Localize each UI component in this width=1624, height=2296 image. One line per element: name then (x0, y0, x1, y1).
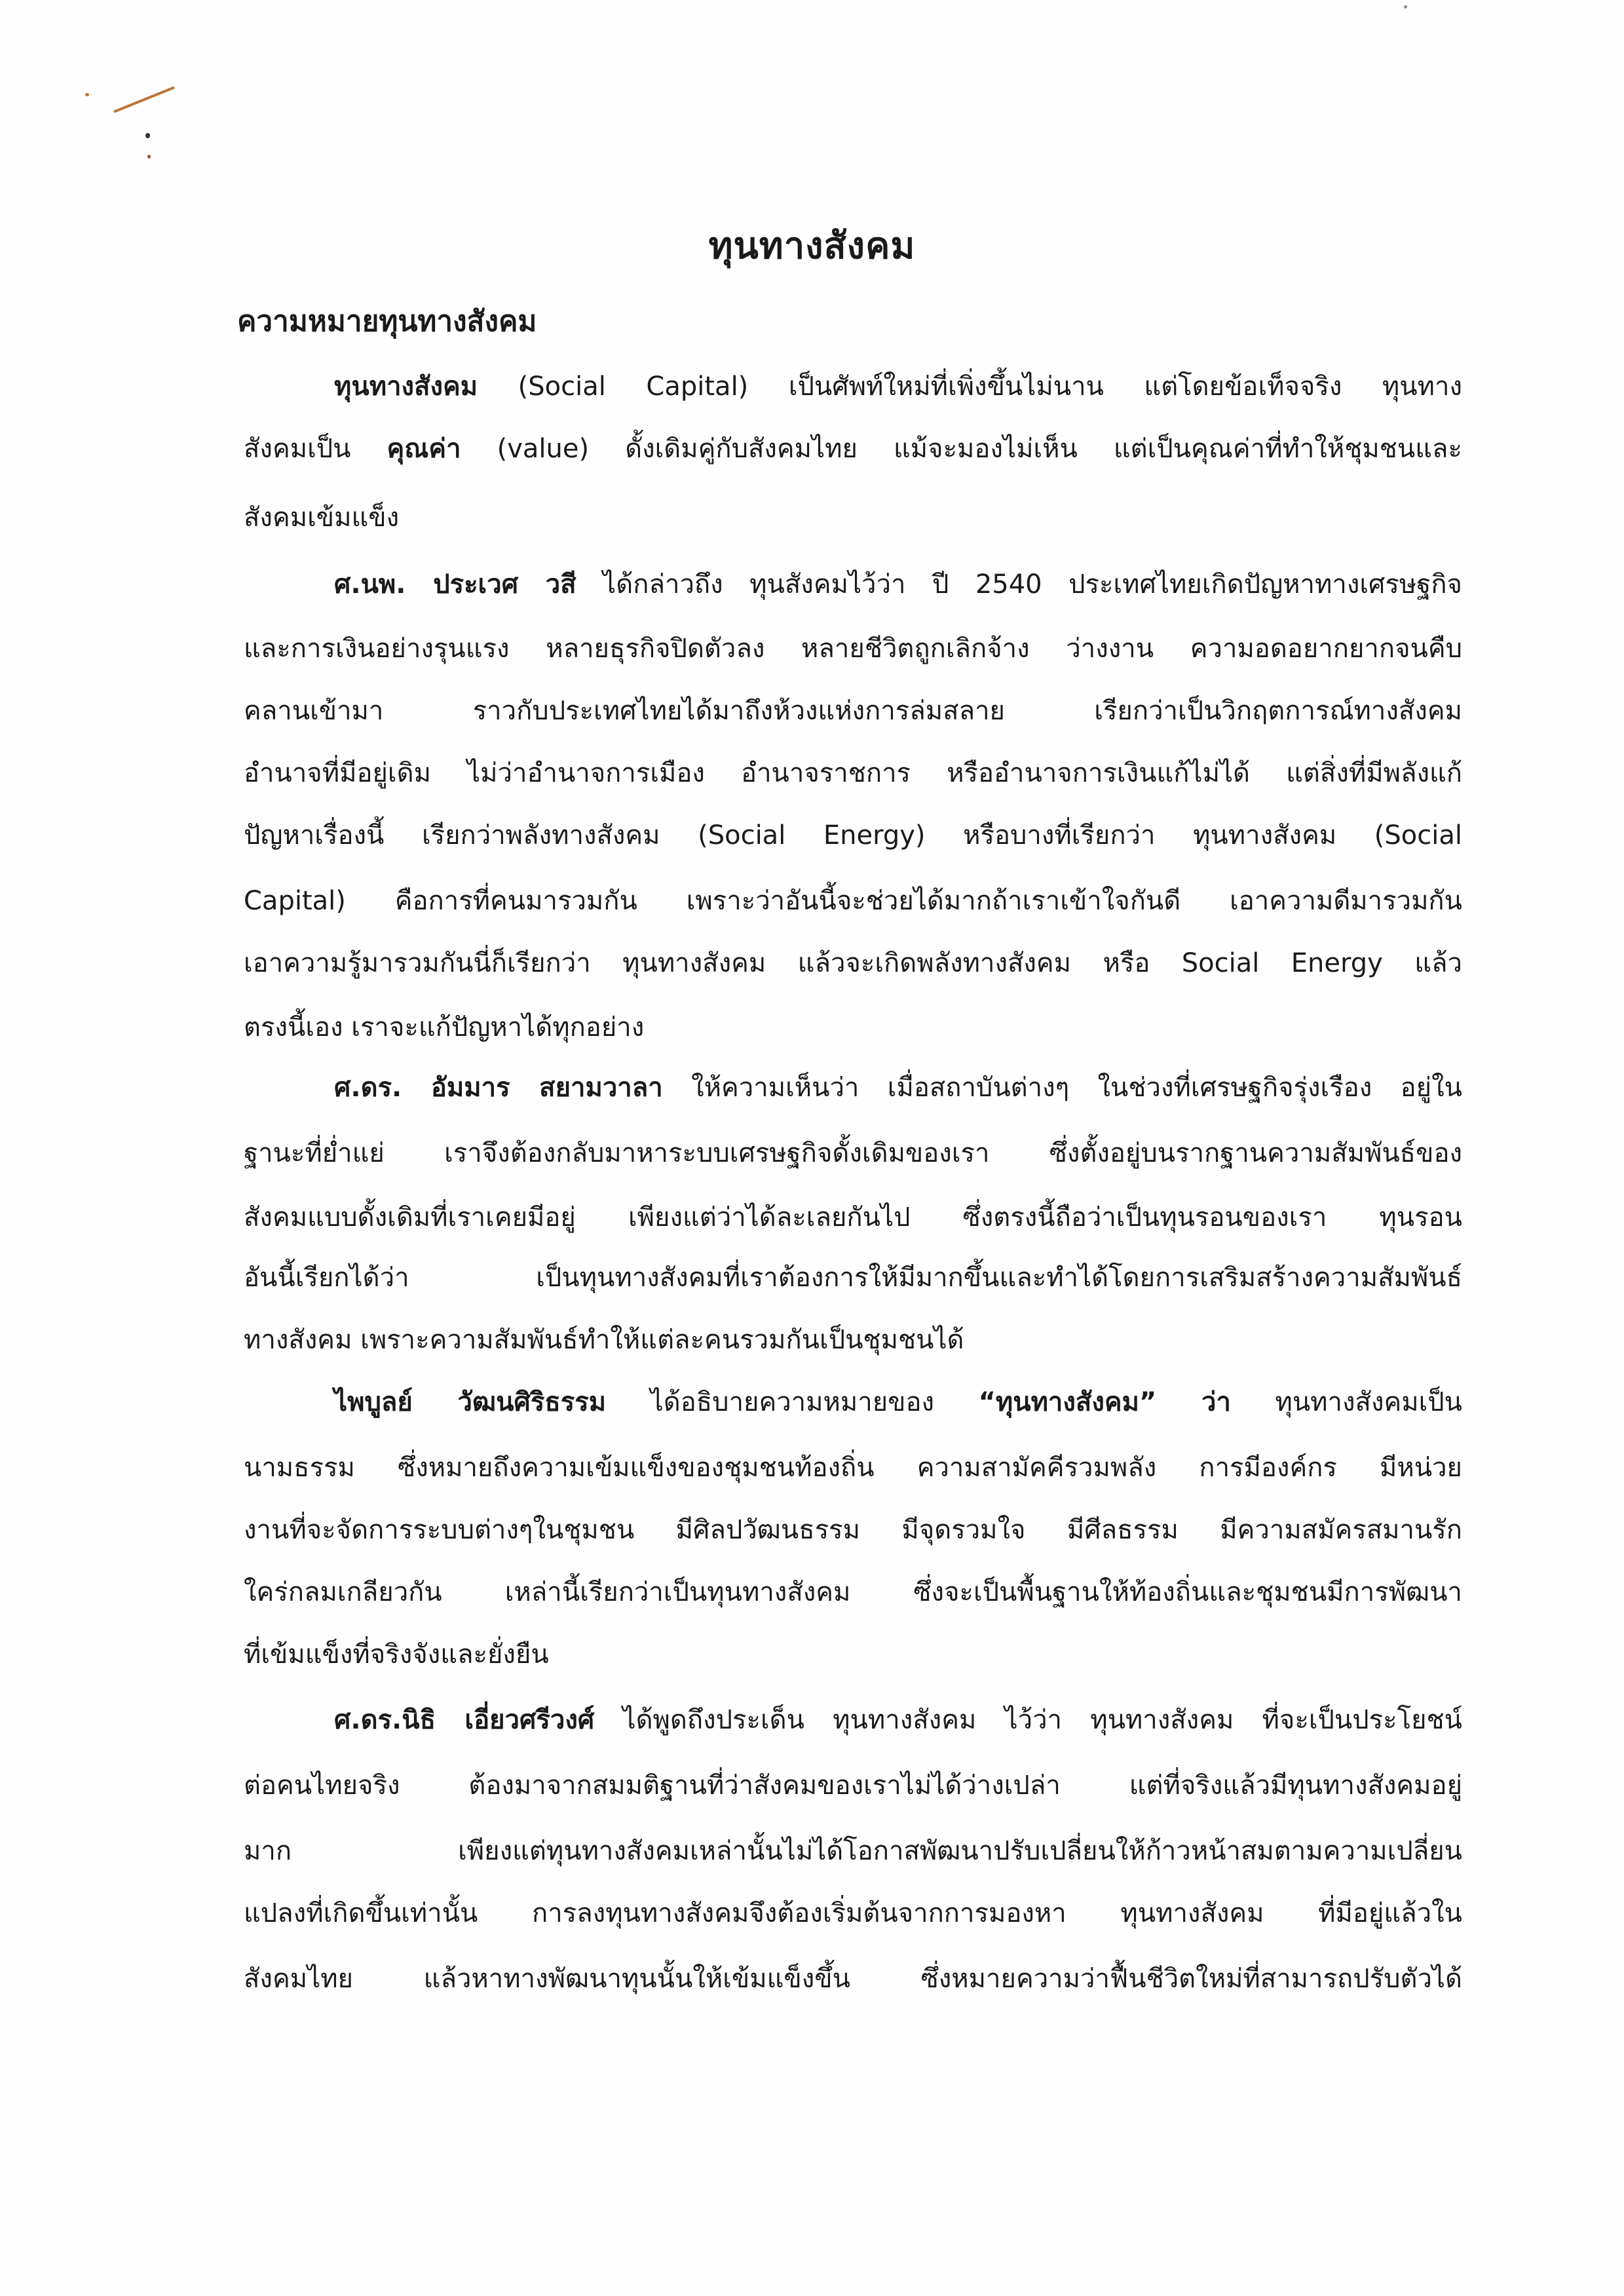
paragraph-2-line-7: เอาความรู้มารวมกันนี่ก็เรียกว่า ทุนทางสังคม แล้วจะเกิดพลังทางสังคม หรือ Social Energy แล้ว (244, 948, 1462, 978)
section-heading: ความหมายทุนทางสังคม (237, 305, 537, 338)
paragraph-1-line-3: สังคมเข้มแข็ง (244, 503, 400, 533)
paragraph-4-line-2: นามธรรม ซึ่งหมายถึงความเข้มแข็งของชุมชนท้องถิ่น ความสามัคคีรวมพลัง การมีองค์กร มีหน่วย (244, 1453, 1462, 1483)
author-name: ไพบูลย์ วัฒนศิริธรรม (334, 1387, 607, 1417)
paragraph-2-line-8: ตรงนี้เอง เราจะแก้ปัญหาได้ทุกอย่าง (244, 1012, 645, 1043)
paragraph-5-line-3: มาก เพียงแต่ทุนทางสังคมเหล่านั้นไม่ได้โอกาสพัฒนาปรับเปลี่ยนให้ก้าวหน้าสมตามความเปลี่ยน (244, 1836, 1462, 1866)
paragraph-2-line-1: ศ.นพ. ประเวศ วสี ได้กล่าวถึง ทุนสังคมไว้ว่า ปี 2540 ประเทศไทยเกิดปัญหาทางเศรษฐกิจ (334, 569, 1462, 600)
paragraph-3-line-3: สังคมแบบดั้งเดิมที่เราเคยมีอยู่ เพียงแต่ว่าได้ละเลยกันไป ซึ่งตรงนี้ถือว่าเป็นทุนรอนของเรา ทุนรอน (244, 1202, 1462, 1233)
scan-artifact-speck (145, 133, 150, 138)
author-name: ศ.ดร.นิธิ เอี่ยวศรีวงศ์ (334, 1705, 595, 1735)
author-name: ศ.ดร. อัมมาร สยามวาลา (334, 1073, 663, 1103)
term-bold: ทุนทางสังคม (334, 372, 478, 402)
paragraph-2-line-2: และการเงินอย่างรุนแรง หลายธุรกิจปิดตัวลง หลายชีวิตถูกเลิกจ้าง ว่างงาน ความอดอยากยากจนคืบ (244, 634, 1462, 664)
paragraph-3-line-1: ศ.ดร. อัมมาร สยามวาลา ให้ความเห็นว่า เมื่อสถาบันต่างๆ ในช่วงที่เศรษฐกิจรุ่งเรือง อยู่ใน (334, 1073, 1462, 1103)
paragraph-5-line-5: สังคมไทย แล้วหาทางพัฒนาทุนนั้นให้เข้มแข็งขึ้น ซึ่งหมายความว่าฟื้นชีวิตใหม่ที่สามารถปรับตัวได้ (244, 1964, 1462, 1994)
paragraph-2-line-6: Capital) คือการที่คนมารวมกัน เพราะว่าอันนี้จะช่วยได้มากถ้าเราเข้าใจกันดี เอาความดีมารวมกัน (244, 886, 1462, 916)
paragraph-5-line-2: ต่อคนไทยจริง ต้องมาจากสมมติฐานที่ว่าสังคมของเราไม่ได้ว่างเปล่า แต่ที่จริงแล้วมีทุนทางสังคมอยู่ (244, 1770, 1462, 1801)
term-bold: คุณค่า (387, 434, 461, 464)
scan-artifact-speck (147, 155, 151, 159)
paragraph-5-line-1: ศ.ดร.นิธิ เอี่ยวศรีวงศ์ ได้พูดถึงประเด็น ทุนทางสังคม ไว้ว่า ทุนทางสังคม ที่จะเป็นประโยชน์ (334, 1705, 1462, 1735)
quoted-term: “ทุนทางสังคม” ว่า (978, 1387, 1231, 1417)
paragraph-3-line-4: อันนี้เรียกได้ว่า เป็นทุนทางสังคมที่เราต้องการให้มีมากขึ้นและทำได้โดยการเสริมสร้างความสัมพันธ์ (244, 1263, 1462, 1293)
paragraph-5-line-4: แปลงที่เกิดขึ้นเท่านั้น การลงทุนทางสังคมจึงต้องเริ่มต้นจากการมองหา ทุนทางสังคม ที่มีอยู่แล้วใน (244, 1898, 1462, 1928)
paragraph-4-line-5: ที่เข้มแข็งที่จริงจังและยั่งยืน (244, 1639, 549, 1670)
paragraph-3-line-2: ฐานะที่ย่ำแย่ เราจึงต้องกลับมาหาระบบเศรษฐกิจดั้งเดิมของเรา ซึ่งตั้งอยู่บนรากฐานความสัมพันธ์ของ (244, 1138, 1462, 1168)
paragraph-2-line-4: อำนาจที่มีอยู่เดิม ไม่ว่าอำนาจการเมือง อำนาจราชการ หรืออำนาจการเงินแก้ไม่ได้ แต่สิ่งที่มีพลังแก้ (244, 758, 1462, 788)
paragraph-4-line-3: งานที่จะจัดการระบบต่างๆในชุมชน มีศิลปวัฒนธรรม มีจุดรวมใจ มีศีลธรรม มีความสมัครสมานรัก (244, 1515, 1462, 1545)
paragraph-2-line-3: คลานเข้ามา ราวกับประเทศไทยได้มาถึงห้วงแห่งการล่มสลาย เรียกว่าเป็นวิกฤตการณ์ทางสังคม (244, 696, 1462, 726)
paragraph-1-line-2: สังคมเป็น คุณค่า (value) ดั้งเดิมคู่กับสังคมไทย แม้จะมองไม่เห็น แต่เป็นคุณค่าที่ทำให้ชุมชนและ (244, 434, 1462, 464)
scan-artifact-scratch (113, 86, 175, 113)
paragraph-2-line-5: ปัญหาเรื่องนี้ เรียกว่าพลังทางสังคม (Social Energy) หรือบางที่เรียกว่า ทุนทางสังคม (Social (244, 820, 1462, 851)
paragraph-4-line-1: ไพบูลย์ วัฒนศิริธรรม ได้อธิบายความหมายของ “ทุนทางสังคม” ว่า ทุนทางสังคมเป็น (334, 1387, 1463, 1417)
author-name: ศ.นพ. ประเวศ วสี (334, 569, 576, 600)
paragraph-1-line-1: ทุนทางสังคม (Social Capital) เป็นศัพท์ใหม่ที่เพิ่งขึ้นไม่นาน แต่โดยข้อเท็จจริง ทุนทาง (334, 372, 1462, 402)
scan-artifact-speck (1404, 5, 1407, 9)
paragraph-3-line-5: ทางสังคม เพราะความสัมพันธ์ทำให้แต่ละคนรวมกันเป็นชุมชนได้ (244, 1325, 964, 1355)
paragraph-4-line-4: ใคร่กลมเกลียวกัน เหล่านี้เรียกว่าเป็นทุนทางสังคม ซึ่งจะเป็นพื้นฐานให้ท้องถิ่นและชุมชนมีการพัฒนา (244, 1577, 1462, 1607)
scan-artifact-speck (85, 93, 89, 96)
page-title: ทุนทางสังคม (708, 225, 916, 267)
